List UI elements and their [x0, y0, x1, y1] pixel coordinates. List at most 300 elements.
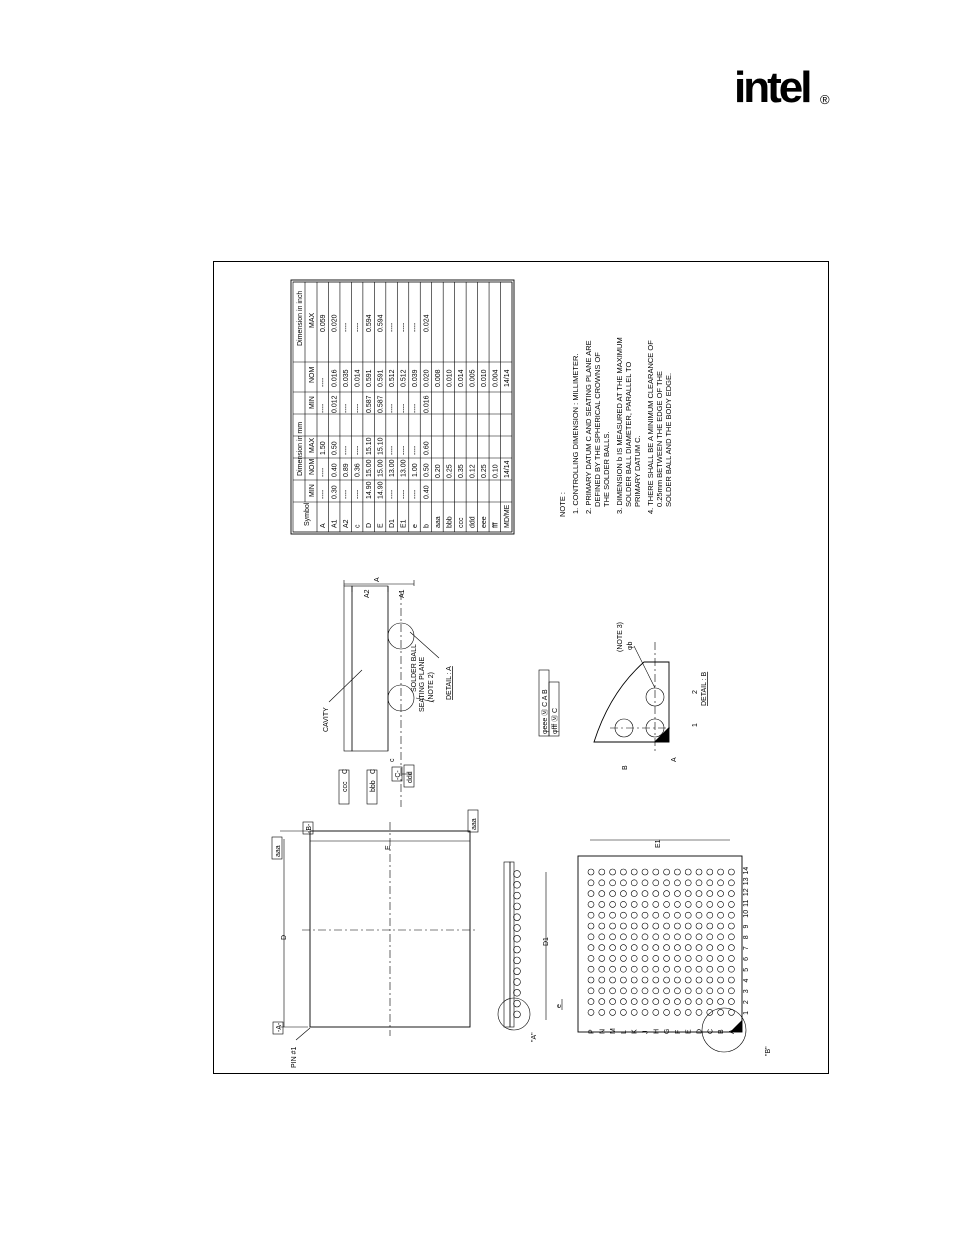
table-cell-symbol: ccc [457, 517, 465, 528]
seating-plane-label: SEATING PLANE [419, 656, 426, 712]
table-cell-mm: ---- [400, 489, 408, 499]
solder-ball [653, 977, 659, 983]
table-cell-mm: 0.89 [343, 463, 351, 477]
note-line: SOLDER BALL AND THE BODY EDGE. [664, 372, 673, 507]
solder-ball [707, 891, 713, 897]
row-label: J [642, 1030, 650, 1034]
solder-ball [696, 999, 702, 1005]
solder-ball [728, 891, 734, 897]
table-cell-mm: 14/14 [503, 460, 511, 478]
table-cell-in: 0.059 [320, 314, 328, 332]
col-label: 2 [743, 1000, 750, 1005]
col-label: 10 [743, 909, 750, 918]
solder-ball [631, 1009, 637, 1015]
solder-ball [664, 955, 670, 961]
solder-ball [620, 934, 626, 940]
solder-ball [599, 923, 605, 929]
table-cell-in: ---- [412, 403, 419, 413]
solder-ball [685, 977, 691, 983]
col-label: 14 [743, 866, 750, 875]
solder-ball [642, 901, 648, 907]
bottom-view [543, 839, 772, 1056]
row-label: B [718, 1029, 726, 1034]
table-cell-mm: ---- [389, 489, 397, 499]
table-header-col: NOM [309, 458, 316, 475]
table-header-mm: Dimension in mm [297, 421, 304, 476]
solder-ball [653, 912, 659, 918]
table-header-col: MAX [309, 437, 316, 453]
solder-ball [631, 934, 637, 940]
row-label: L [620, 1030, 628, 1034]
dim-d-label: D [281, 934, 288, 940]
solder-ball [707, 901, 713, 907]
solder-ball [620, 1009, 626, 1015]
notes-block [558, 337, 673, 517]
table-cell-in: 0.039 [412, 369, 419, 387]
table-cell-symbol: b [423, 524, 431, 528]
solder-ball [664, 934, 670, 940]
note-line: 2. PRIMARY DATUM C AND SEATING PLANE ARE [584, 340, 593, 514]
table-cell-in: ---- [400, 403, 408, 413]
table-cell-mm: 0.35 [457, 464, 465, 478]
table-cell-mm: 1.50 [320, 441, 328, 455]
solder-ball [620, 945, 626, 951]
col-label: 4 [743, 978, 750, 983]
table-cell-mm: 14.90 [366, 481, 374, 499]
solder-ball [718, 923, 724, 929]
solder-ball [588, 880, 594, 886]
detail-b-num-2: 2 [692, 690, 699, 694]
solder-ball [718, 891, 724, 897]
solder-ball [653, 923, 659, 929]
solder-ball [718, 869, 724, 875]
solder-ball [599, 912, 605, 918]
bbb-label: bbb [370, 780, 377, 792]
solder-ball [685, 988, 691, 994]
solder-ball [642, 923, 648, 929]
solder-ball [599, 1009, 605, 1015]
dim-c-label: c [389, 758, 396, 762]
table-cell-mm: 0.40 [423, 485, 431, 499]
solder-ball [588, 955, 594, 961]
solder-ball [599, 955, 605, 961]
table-cell-in: 0.020 [423, 369, 431, 387]
solder-ball [631, 977, 637, 983]
solder-ball [696, 945, 702, 951]
table-cell-in: ---- [343, 322, 351, 332]
solder-ball [685, 912, 691, 918]
solder-ball [653, 966, 659, 972]
solder-ball [620, 891, 626, 897]
table-cell-in: 0.014 [457, 369, 465, 387]
bbb-datum: C [370, 768, 377, 774]
row-label: E [685, 1029, 693, 1034]
table-cell-mm: 0.25 [480, 464, 488, 478]
solder-ball [631, 955, 637, 961]
solder-ball [685, 1009, 691, 1015]
solder-ball [685, 880, 691, 886]
table-cell-in: ---- [354, 403, 362, 413]
solder-ball [653, 891, 659, 897]
table-cell-in: 0.005 [469, 369, 477, 387]
table-cell-mm: ---- [320, 489, 328, 499]
cavity-label: CAVITY [323, 707, 330, 732]
table-header-col: NOM [309, 366, 316, 383]
col-label: 9 [743, 924, 750, 929]
solder-ball [620, 955, 626, 961]
table-cell-mm: 15.10 [366, 437, 374, 455]
solder-ball [674, 891, 680, 897]
detail-b-title: DETAIL : B [701, 671, 708, 706]
table-cell-mm: ---- [354, 489, 362, 499]
solder-ball [642, 912, 648, 918]
solder-ball [642, 945, 648, 951]
solder-ball [620, 966, 626, 972]
table-header-inch: Dimension in inch [297, 290, 304, 346]
detail-b [539, 622, 708, 770]
table-cell-in: 0.016 [331, 369, 339, 387]
solder-ball [610, 901, 616, 907]
table-cell-in: 0.010 [446, 369, 454, 387]
solder-ball [696, 901, 702, 907]
solder-ball [707, 869, 713, 875]
solder-ball [610, 945, 616, 951]
package-drawing-frame [213, 261, 829, 1074]
row-label: K [631, 1029, 639, 1034]
solder-ball [620, 999, 626, 1005]
table-cell-in: 0.512 [389, 369, 397, 387]
solder-ball [696, 1009, 702, 1015]
row-label: P [588, 1029, 596, 1034]
table-cell-symbol: fff [492, 522, 500, 528]
table-cell-in: ---- [343, 403, 351, 413]
table-header-col: MAX [309, 312, 316, 328]
table-cell-symbol: e [412, 524, 419, 528]
solder-ball [642, 1009, 648, 1015]
table-cell-symbol: eee [480, 516, 488, 528]
solder-ball [718, 977, 724, 983]
ddd-label: ddd [407, 771, 414, 783]
dim-e-label: E [385, 845, 392, 850]
table-cell-mm: 0.20 [434, 464, 442, 478]
solder-ball [588, 1009, 594, 1015]
solder-ball [620, 901, 626, 907]
solder-ball [642, 977, 648, 983]
solder-ball [588, 912, 594, 918]
solder-ball [664, 945, 670, 951]
solder-ball [696, 912, 702, 918]
solder-ball [707, 977, 713, 983]
solder-ball [588, 934, 594, 940]
detail-b-label-b: B [622, 765, 629, 770]
table-cell-in: ---- [389, 403, 397, 413]
solder-ball [696, 977, 702, 983]
table-cell-in: 0.587 [377, 395, 385, 413]
solder-ball [718, 912, 724, 918]
col-label: 8 [743, 935, 750, 940]
solder-ball [728, 880, 734, 886]
solder-ball [642, 955, 648, 961]
solder-ball [674, 999, 680, 1005]
solder-ball [707, 912, 713, 918]
solder-ball [728, 901, 734, 907]
table-cell-mm: 0.10 [492, 464, 500, 478]
solder-ball [718, 1009, 724, 1015]
solder-ball [664, 1009, 670, 1015]
solder-ball [664, 923, 670, 929]
solder-ball [620, 977, 626, 983]
table-header-col: MIN [309, 396, 316, 409]
table-cell-in: 0.512 [400, 369, 408, 387]
solder-ball [696, 880, 702, 886]
solder-ball [674, 869, 680, 875]
table-cell-in: 0.594 [366, 314, 374, 332]
solder-ball [599, 977, 605, 983]
row-label: F [674, 1029, 682, 1034]
solder-ball [588, 999, 594, 1005]
callout-a: "A" [531, 1032, 538, 1042]
detail-a-title: DETAIL : A [446, 666, 453, 700]
table-cell-symbol: A2 [343, 519, 351, 528]
row-label: C [707, 1028, 715, 1034]
solder-ball [620, 988, 626, 994]
solder-ball [674, 901, 680, 907]
solder-ball [685, 955, 691, 961]
note-line: THE SOLDER BALLS. [602, 431, 611, 507]
table-cell-mm: 0.60 [423, 441, 431, 455]
solder-ball [653, 880, 659, 886]
dim-a-label: A [374, 577, 381, 582]
solder-ball [631, 880, 637, 886]
solder-ball [674, 1009, 680, 1015]
note2-label: (NOTE 2) [428, 672, 435, 702]
solder-ball [674, 880, 680, 886]
solder-ball [707, 934, 713, 940]
note-line: DEFINED BY THE SPHERICAL CROWNS OF [593, 352, 602, 507]
solder-ball [653, 945, 659, 951]
table-cell-mm: 1.00 [412, 463, 419, 477]
table-cell-mm: ---- [412, 445, 419, 455]
table-cell-symbol: D1 [389, 519, 397, 528]
solder-ball [728, 912, 734, 918]
table-cell-mm: 0.50 [423, 463, 431, 477]
table-cell-mm: 14.90 [377, 481, 385, 499]
table-cell-mm: 13.00 [400, 459, 408, 477]
datum-a-label: -A- [276, 1022, 283, 1032]
solder-ball [664, 988, 670, 994]
solder-ball [674, 945, 680, 951]
fcf-eee: φeee Ⓜ C A B [542, 689, 549, 734]
col-label: 1 [743, 1010, 750, 1015]
solder-ball [707, 966, 713, 972]
solder-ball [707, 999, 713, 1005]
col-label: 7 [743, 946, 750, 951]
datum-c-label: -C- [395, 770, 402, 780]
table-cell-in: ---- [354, 322, 362, 332]
col-label: 5 [743, 967, 750, 972]
detail-b-num-1: 1 [692, 723, 699, 727]
table-cell-mm: ---- [354, 445, 362, 455]
solder-ball [620, 923, 626, 929]
solder-ball [610, 955, 616, 961]
notes-title: NOTE : [558, 491, 567, 517]
solder-ball [610, 880, 616, 886]
solder-ball [642, 891, 648, 897]
solder-ball [653, 999, 659, 1005]
solder-ball [728, 934, 734, 940]
col-label: 6 [743, 956, 750, 961]
table-cell-mm: ---- [400, 445, 408, 455]
row-label: G [664, 1028, 672, 1034]
solder-ball [696, 869, 702, 875]
solder-ball [685, 891, 691, 897]
solder-ball [674, 912, 680, 918]
solder-ball [631, 912, 637, 918]
solder-ball [685, 966, 691, 972]
table-cell-symbol: D [366, 522, 374, 528]
table-cell-in: 14/14 [503, 369, 511, 387]
solder-ball [610, 869, 616, 875]
solder-ball [599, 999, 605, 1005]
solder-ball [610, 891, 616, 897]
solder-ball [610, 934, 616, 940]
table-cell-in: ---- [389, 322, 397, 332]
table-cell-in: 0.016 [423, 395, 431, 413]
solder-ball [685, 869, 691, 875]
solder-ball [685, 923, 691, 929]
solder-ball [696, 988, 702, 994]
col-label: 13 [743, 877, 750, 886]
solder-ball [653, 869, 659, 875]
dim-a2-label: A2 [364, 589, 371, 598]
solder-ball [728, 955, 734, 961]
table-cell-in: ---- [412, 322, 419, 332]
solder-ball [588, 977, 594, 983]
solder-ball [685, 999, 691, 1005]
dimension-table [291, 280, 514, 534]
solder-ball [707, 955, 713, 961]
table-cell-in: 0.008 [434, 369, 442, 387]
solder-ball [642, 966, 648, 972]
dim-e1-label: E1 [655, 839, 662, 848]
solder-ball [696, 891, 702, 897]
solder-ball [631, 923, 637, 929]
solder-ball [707, 1009, 713, 1015]
solder-ball [588, 988, 594, 994]
note-line: PRIMARY DATUM C. [633, 435, 642, 507]
ccc-datum: C [342, 768, 349, 774]
solder-ball [588, 901, 594, 907]
solder-ball [664, 977, 670, 983]
solder-ball [631, 901, 637, 907]
solder-ball [707, 988, 713, 994]
solder-ball [664, 912, 670, 918]
table-cell-in: 0.035 [343, 369, 351, 387]
solder-ball [631, 999, 637, 1005]
table-cell-symbol: MD/ME [503, 504, 511, 528]
table-cell-symbol: bbb [446, 516, 454, 528]
table-cell-mm: 0.12 [469, 464, 477, 478]
solder-ball [718, 955, 724, 961]
solder-ball [631, 891, 637, 897]
solder-ball [728, 988, 734, 994]
table-cell-symbol: E1 [400, 519, 408, 528]
solder-ball [707, 945, 713, 951]
table-cell-mm: 15.10 [377, 437, 385, 455]
detail-a [323, 577, 453, 807]
solder-ball [599, 934, 605, 940]
solder-ball [610, 977, 616, 983]
solder-ball [599, 891, 605, 897]
dim-d1-label: D1 [543, 937, 550, 946]
solder-ball [610, 912, 616, 918]
table-cell-symbol: E [377, 523, 385, 528]
solder-ball [620, 869, 626, 875]
table-cell-symbol: A [320, 523, 328, 528]
solder-ball [599, 869, 605, 875]
note-line: 3. DIMENSION b IS MEASURED AT THE MAXIMUM [615, 337, 624, 514]
ccc-label: ccc [342, 781, 349, 792]
solder-ball [728, 869, 734, 875]
solder-ball [664, 891, 670, 897]
table-cell-in: 0.004 [492, 369, 500, 387]
dim-a1-label: A1 [399, 589, 406, 598]
solder-ball [631, 869, 637, 875]
intel-logo-text: intel [734, 63, 810, 112]
registered-mark: ® [820, 92, 830, 107]
solder-ball [642, 934, 648, 940]
table-cell-in: 0.020 [331, 314, 339, 332]
table-cell-mm: ---- [343, 445, 351, 455]
solder-ball [728, 966, 734, 972]
table-cell-in: 0.587 [366, 395, 374, 413]
solder-ball [631, 988, 637, 994]
solder-ball [674, 955, 680, 961]
solder-ball [696, 955, 702, 961]
table-cell-symbol: aaa [434, 516, 442, 528]
solder-ball [588, 966, 594, 972]
solder-ball [610, 1009, 616, 1015]
solder-ball [718, 934, 724, 940]
table-cell-in: 0.014 [354, 369, 362, 387]
solder-ball [599, 966, 605, 972]
solder-ball [696, 923, 702, 929]
table-header-symbol: Symbol [304, 502, 311, 526]
solder-ball [685, 901, 691, 907]
row-label: H [653, 1028, 661, 1034]
table-cell-mm: 15.00 [377, 459, 385, 477]
table-cell-mm: ---- [343, 489, 351, 499]
solder-ball [696, 934, 702, 940]
row-label: D [696, 1028, 704, 1034]
table-cell-in: ---- [400, 322, 408, 332]
solder-ball [707, 923, 713, 929]
solder-ball [718, 945, 724, 951]
dim-e-pitch-label: e [556, 1004, 563, 1008]
solder-ball [664, 880, 670, 886]
table-cell-in: 0.591 [377, 369, 385, 387]
aaa-label-bottom: aaa [471, 818, 478, 830]
solder-ball [653, 988, 659, 994]
solder-ball [728, 923, 734, 929]
solder-ball [599, 901, 605, 907]
solder-ball [674, 966, 680, 972]
solder-ball [642, 988, 648, 994]
datum-b-label: -B- [306, 823, 313, 833]
fcf-fff: φfff Ⓜ C [552, 707, 559, 734]
solder-ball [728, 999, 734, 1005]
solder-ball [588, 923, 594, 929]
